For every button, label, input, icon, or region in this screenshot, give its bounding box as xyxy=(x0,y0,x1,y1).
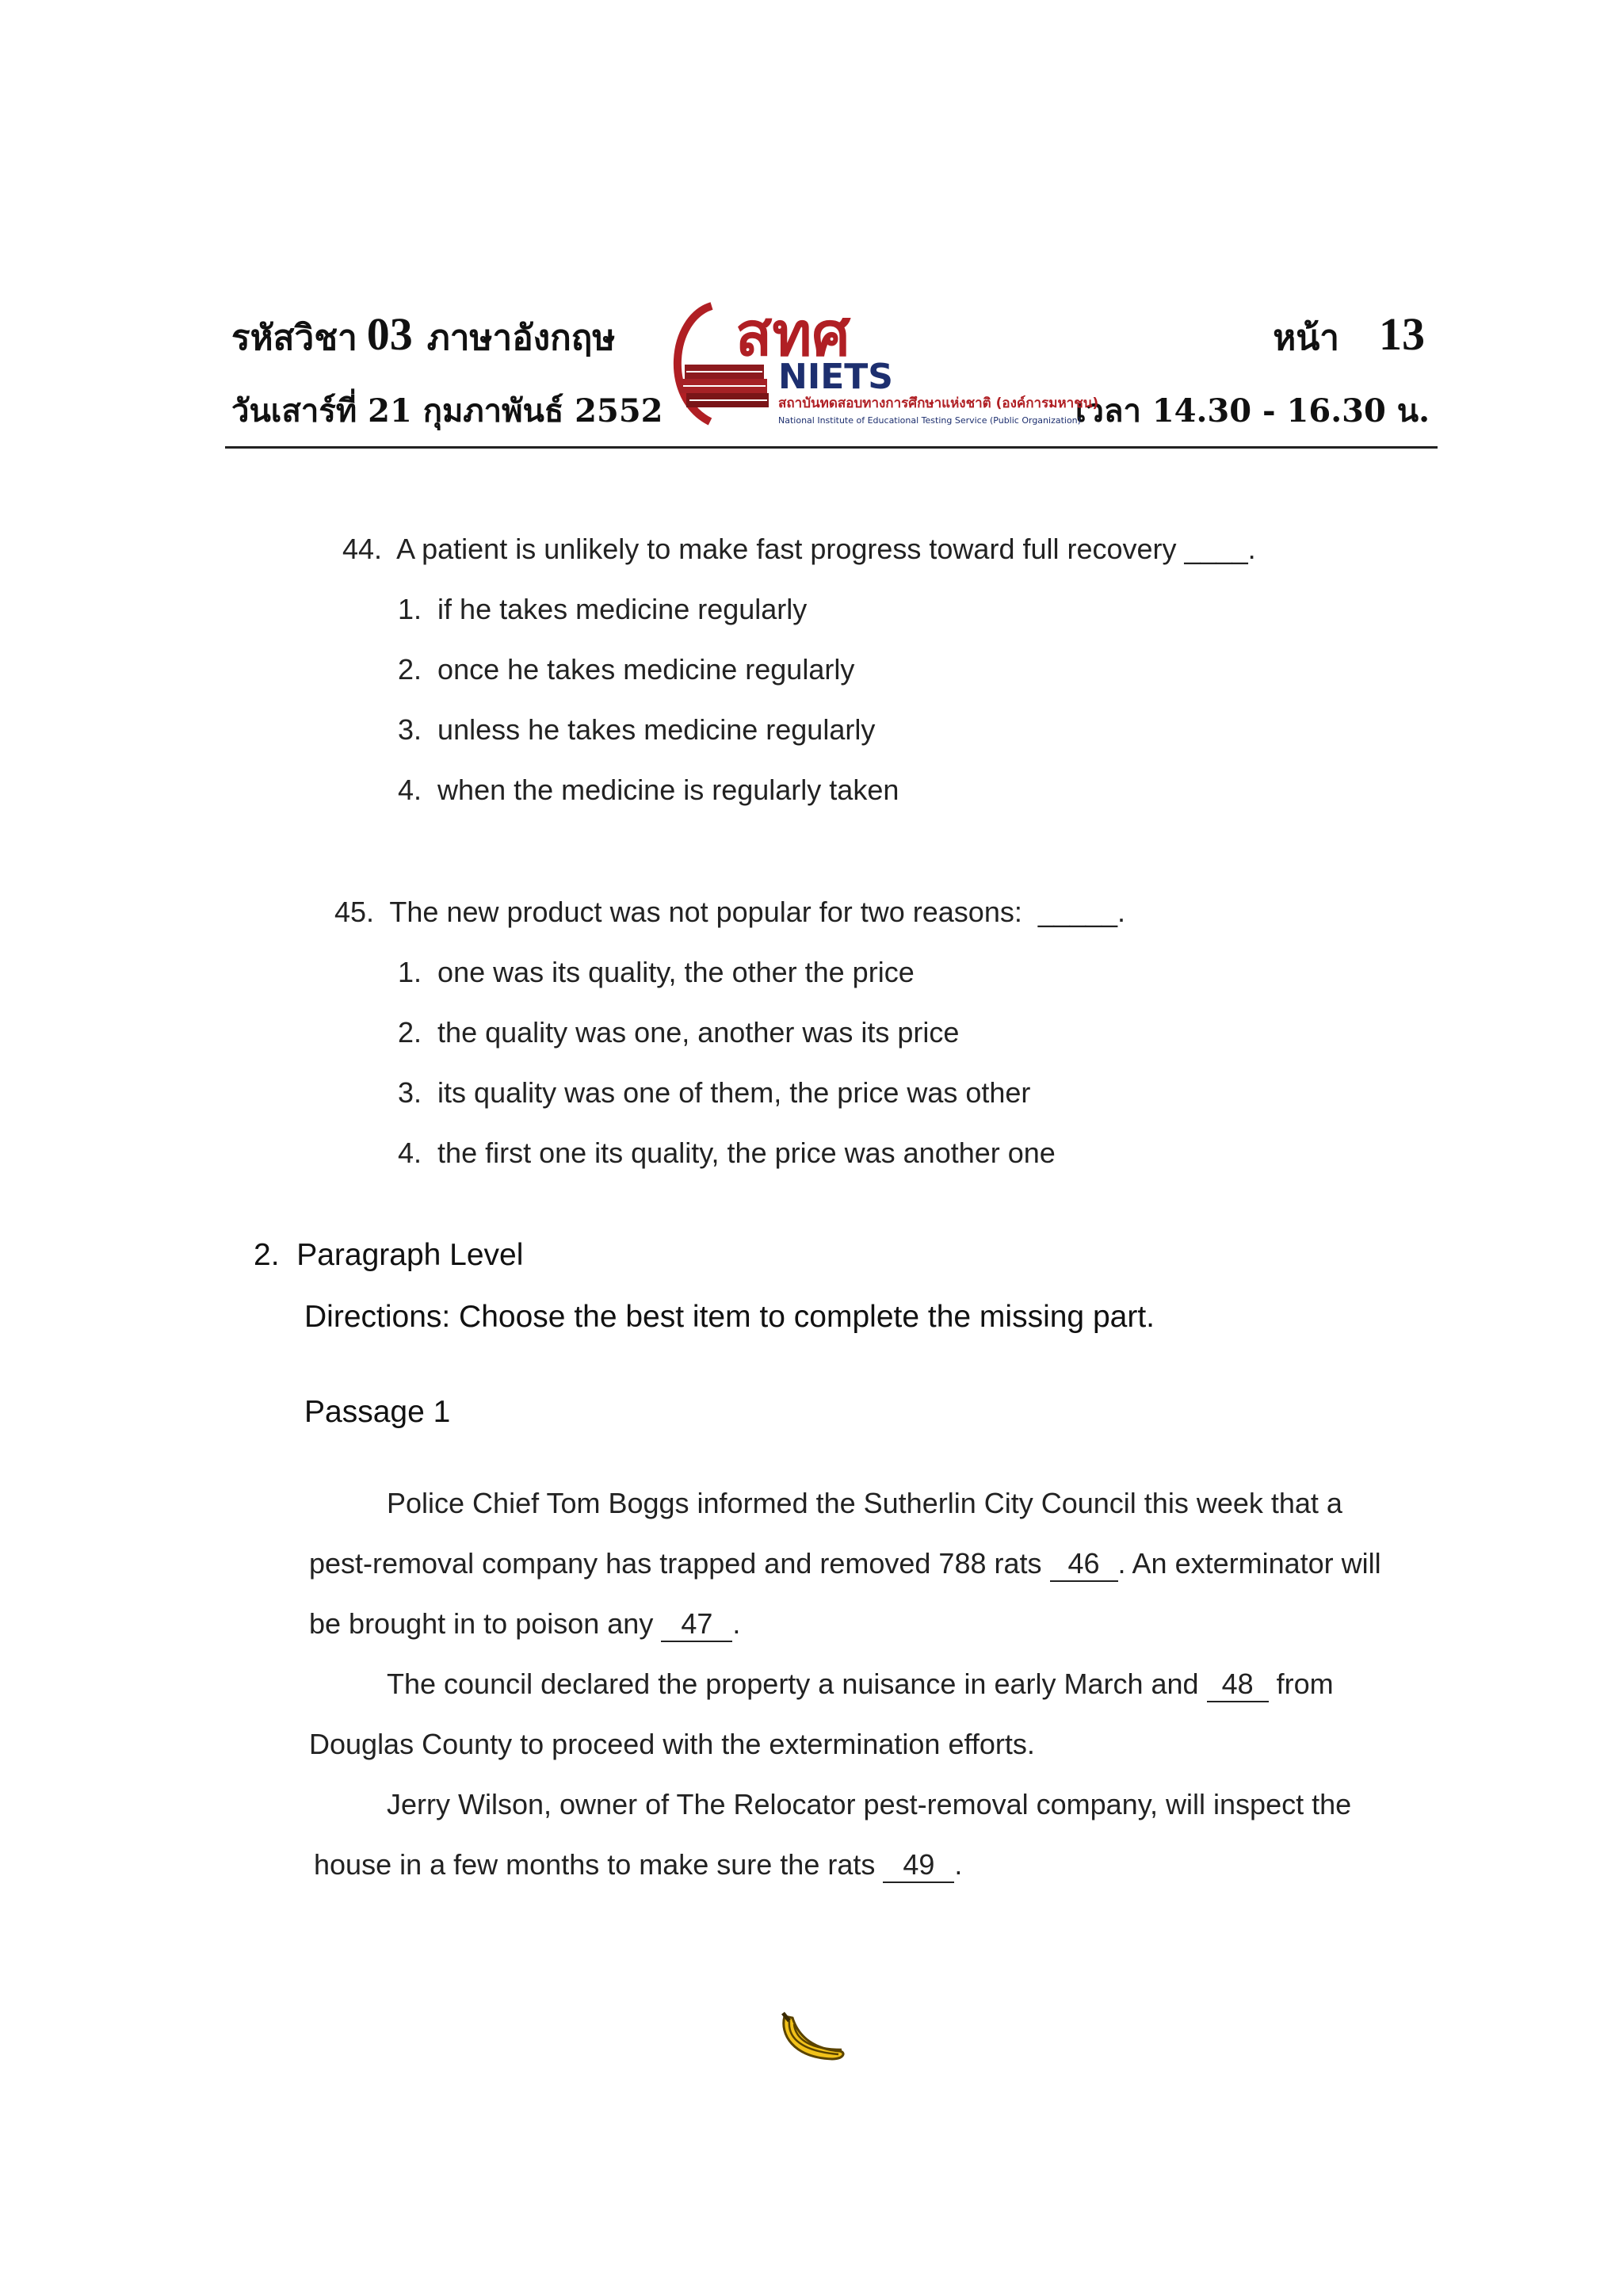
banana-icon xyxy=(777,2010,850,2069)
books-icon xyxy=(680,365,769,407)
page-number-line xyxy=(1273,308,1425,365)
page-label: หน้า xyxy=(1273,318,1339,358)
question-45-stem-line xyxy=(334,896,1125,929)
exam-time: เวลา 14.30 - 16.30 น. xyxy=(1075,392,1430,430)
header-divider xyxy=(225,446,1438,449)
question-44-end: . xyxy=(1247,533,1256,565)
logo-thai-abbrev: สทศ xyxy=(735,299,850,369)
question-45-choice: 2. the quality was one, another was its price xyxy=(398,1016,960,1049)
exam-date: วันเสาร์ที่ 21 กุมภาพันธ์ 2552 xyxy=(231,392,663,430)
question-44-number: 44. xyxy=(342,533,383,565)
passage-line: Police Chief Tom Boggs informed the Sutherlin City Council this week that a xyxy=(387,1487,1342,1519)
blank-49: 49 xyxy=(883,1848,954,1883)
subject-code: 03 xyxy=(366,308,413,360)
logo-english-name: National Institute of Educational Testing Service (Public Organization) xyxy=(778,415,1081,426)
section-number: 2. xyxy=(254,1238,280,1272)
question-44-blank: ____ xyxy=(1184,533,1248,565)
question-44-choice: 4. when the medicine is regularly taken xyxy=(398,774,899,806)
question-44-choice: 2. once he takes medicine regularly xyxy=(398,653,855,686)
question-44-choice: 1. if he takes medicine regularly xyxy=(398,593,808,625)
question-45-choice: 3. its quality was one of them, the price was other xyxy=(398,1076,1031,1109)
blank-46: 46 xyxy=(1050,1547,1118,1582)
question-45-end: . xyxy=(1117,896,1125,928)
question-45-stem: The new product was not popular for two reasons: xyxy=(389,896,1022,928)
passage-line: Jerry Wilson, owner of The Relocator pest-removal company, will inspect the xyxy=(387,1788,1352,1820)
question-45-choice: 4. the first one its quality, the price was another one xyxy=(398,1137,1056,1169)
subject-label: รหัสวิชา xyxy=(231,318,357,358)
passage-line: be brought in to poison any 47 . xyxy=(309,1607,740,1642)
passage-line: house in a few months to make sure the rats 49 . xyxy=(314,1848,962,1883)
blank-48: 48 xyxy=(1207,1668,1269,1702)
logo-thai-name: สถาบันทดสอบทางการศึกษาแห่งชาติ (องค์การมหาชน) xyxy=(778,395,1099,411)
passage-line: The council declared the property a nuisance in early March and 48 from xyxy=(387,1668,1334,1702)
page-number: 13 xyxy=(1379,308,1425,360)
subject-code-line xyxy=(231,308,615,365)
section-title: Paragraph Level xyxy=(296,1238,524,1272)
passage-line: Douglas County to proceed with the extermination efforts. xyxy=(309,1728,1035,1760)
question-44-stem-line xyxy=(342,533,1256,566)
passage-title: Passage 1 xyxy=(304,1395,451,1429)
question-45-choice: 1. one was its quality, the other the price xyxy=(398,956,915,988)
subject-name: ภาษาอังกฤษ xyxy=(426,318,616,358)
section-directions: Directions: Choose the best item to complete the missing part. xyxy=(304,1300,1155,1334)
question-44-choice: 3. unless he takes medicine regularly xyxy=(398,713,876,746)
blank-47: 47 xyxy=(661,1607,732,1642)
logo-acronym: NIETS xyxy=(778,357,893,397)
niets-logo xyxy=(663,295,1127,433)
question-45-blank: _____ xyxy=(1037,896,1117,928)
question-44-stem: A patient is unlikely to make fast progress toward full recovery xyxy=(396,533,1177,565)
section-heading xyxy=(254,1238,523,1273)
passage-line: pest-removal company has trapped and removed 788 rats 46 . An exterminator will xyxy=(309,1547,1381,1582)
question-45-number: 45. xyxy=(334,896,375,928)
